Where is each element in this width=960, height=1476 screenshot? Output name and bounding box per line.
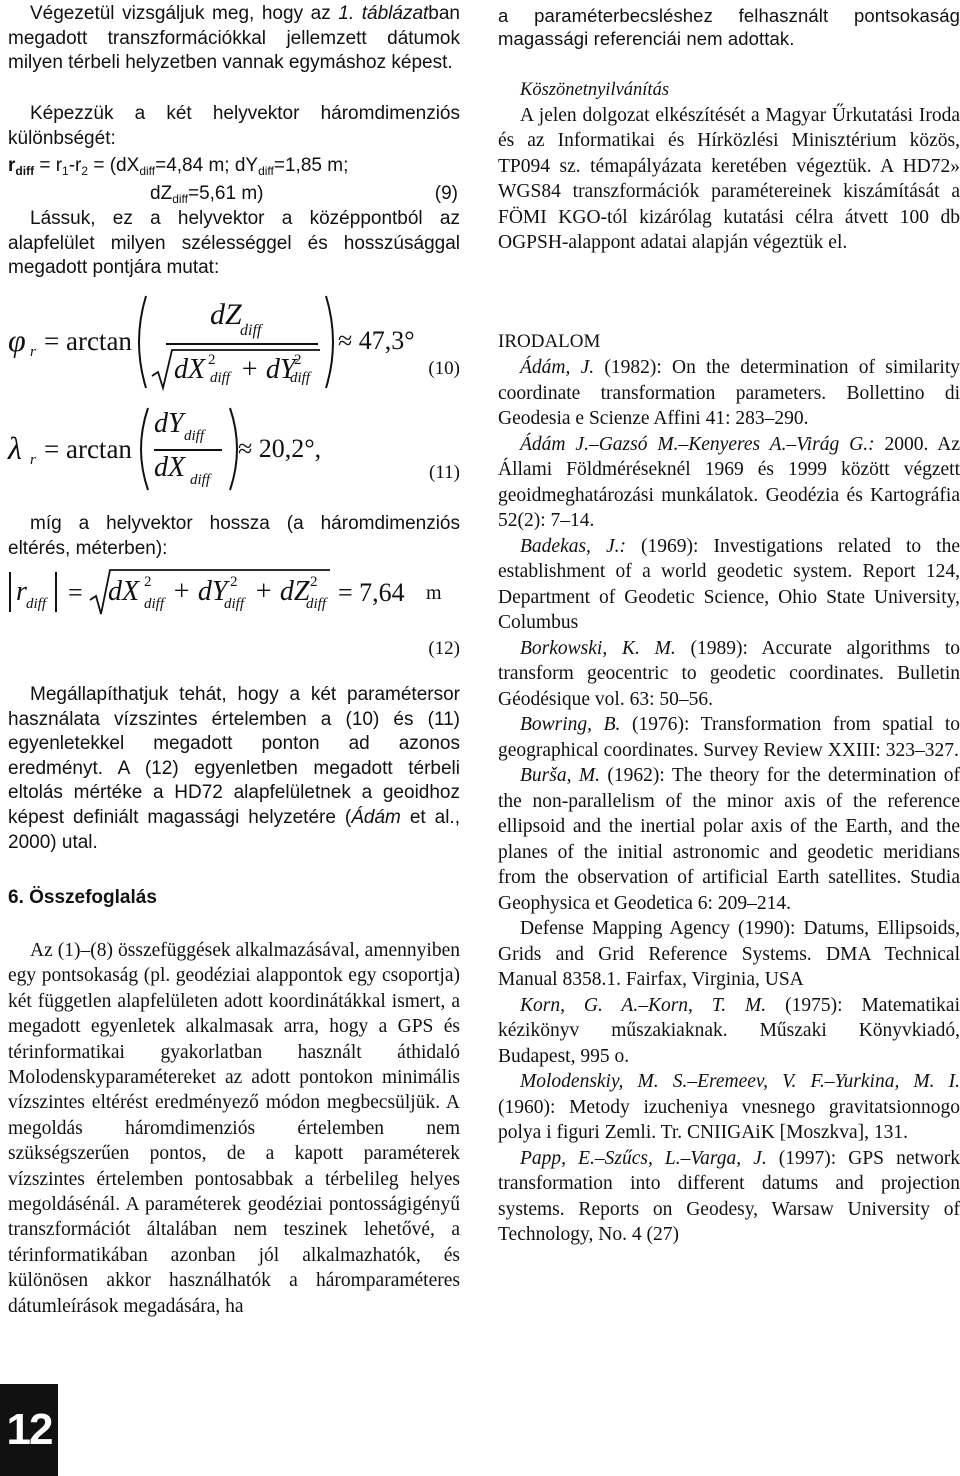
eq11-lhs-sub: r: [30, 452, 36, 468]
eq10-den: dX: [174, 354, 206, 385]
eq11-result: ≈ 20,2°,: [238, 434, 322, 463]
equation-10: [8, 292, 460, 392]
ack-body: A jelen dolgozat elkészítését a Magyar Űrkutatási Iroda és az Informatikai és Hírközlési Minisztérium közös, TP094 sz. témapályázata keretében végeztük. A HD72» WGS84 transzformációk paramétereinek kiszámítását a FÖMI KGO-tól kizárólag kutatási célra átvett 100 db OGPSH-alappont adatai alapján végeztük el.: [498, 105, 960, 254]
reference-item: [498, 1146, 960, 1248]
megall-paragraph: [8, 683, 460, 855]
eq9-dx-sub: diff: [139, 164, 156, 178]
eq12-sub3: diff: [306, 596, 327, 612]
eq11-number: (11): [429, 462, 460, 483]
eq12-sub1: diff: [144, 596, 165, 612]
reference-author: Badekas, J.:: [520, 535, 626, 557]
eq9-minus: -r: [68, 155, 82, 176]
eq12-sq1: 2: [144, 574, 152, 590]
eq10-lhs-sub: r: [30, 344, 36, 360]
eq12-t2: + dY: [172, 576, 228, 607]
eq10-sq1: 2: [208, 352, 216, 368]
eq12-t3: + dZ: [254, 576, 310, 607]
eq9-sub: diff: [15, 164, 35, 178]
eq10-num-sub: diff: [240, 322, 262, 339]
reference-item: [498, 432, 960, 534]
reference-item: [498, 1069, 960, 1146]
intro-paragraph: [8, 2, 460, 76]
reference-author: Ádám, J.: [520, 357, 595, 378]
equation-12: [8, 566, 460, 662]
reference-author: Burša, M.: [520, 765, 600, 786]
page-number: 12: [0, 1384, 58, 1476]
eq10-number: (10): [428, 358, 460, 379]
reference-text: (1997): GPS network transformation into different datums and projection systems. Reports on Geodesy, Warsaw University of Technology, No. 4 (27): [498, 1147, 960, 1245]
eq9-end1: =1,85 m;: [273, 155, 349, 176]
eq11-lhs: λ: [8, 430, 22, 466]
reference-author: Molodenskiy, M. S.–Eremeev, V. F.–Yurkina, M. I.: [520, 1071, 960, 1092]
eq11-num: dY: [154, 408, 184, 439]
eq9-sub2: 2: [81, 164, 89, 178]
reference-text: Defense Mapping Agency (1990): Datums, Ellipsoids, Grids and Grid Reference Systems. DMA Technical Manual 8358.1. Fairfax, Virginia, USA: [498, 918, 960, 990]
reference-item: [498, 712, 960, 763]
lassuk-paragraph: Lássuk, ez a helyvektor a középpontból az alapfelület milyen szélességgel és hosszúsággal megadott pontjára mutat:: [8, 208, 460, 279]
eq10-den2-sub: diff: [290, 370, 311, 386]
reference-author: Borkowski, K. M.: [520, 637, 676, 659]
reference-text: (1975): Matematikai kézikönyv műszakiaknak. Műszaki Könyvkiadó, Budapest, 995 o.: [498, 994, 960, 1067]
reference-item: [498, 763, 960, 916]
eq12-sq3: 2: [310, 574, 318, 590]
reference-author: Korn, G. A.–Korn, T. M.: [520, 994, 767, 1016]
reference-item: [498, 636, 960, 713]
eq12-t1: dX: [108, 576, 140, 607]
eq10-den-plus: + dY: [240, 354, 296, 385]
eq9-dy-sub: diff: [258, 164, 274, 178]
eq9-dx: = (dX: [88, 155, 140, 176]
reference-text: (1960): Metody izucheniya vnesnego gravitatsionnogo polya i figuri Zemli. Tr. CNIIGAiK [Moszkva], 131.: [498, 1096, 960, 1143]
eq11-den: dX: [154, 452, 186, 483]
diff-paragraph: Képezzük a két helyvektor háromdimenziós különbségét:: [8, 103, 460, 149]
intro-italic: 1. táblázat: [338, 3, 429, 24]
reference-item: [498, 355, 960, 432]
summary-paragraph: Az (1)–(8) összefüggések alkalmazásával, amennyiben egy pontsokaság (pl. geodéziai alappontok egy csoportja) két független alapfelületen adott koordinátákkal ismert, a megadott egyenletek alkalmasak arra, hogy a GPS és térinformatikai gyakorlatban használt áthidaló Molodenskyparamétereket az adott pontokon minimális vízszintes eltérést eredményező módon megbecsüljük. A megoldás háromdimenziós értelemben nem szükségszerűen pontos, de a kapott paraméterek vízszintes értelemben pontosabbak a térbelileg helyes megoldásénál. A paraméterek geodéziai pontosságigényű transzformációt általában nem teszinek lehetővé, a térinformatikában azonban jól alkalmazhatók, és különösen akkor használhatók a háromparaméteres dátumleírások megadására, ha: [8, 940, 460, 1317]
reference-text: (1976): Transformation from spatial to geographical coordinates. Survey Review XXIII: 323–327.: [498, 714, 960, 761]
megall-text-1: Megállapíthatjuk tehát, hogy a két paramétersor használata vízszintes értelemben a (10) és (11) egyenletekkel megadott ponton ad azonos eredményt. A (12) egyenletben megadott térbeli eltolás mértéke a HD72 alapfelületnek a geoidhoz képest definiált magassági helyzetére (: [8, 684, 460, 828]
eq12-number: (12): [428, 638, 460, 659]
reference-item: [498, 534, 960, 636]
eq11-num-sub: diff: [184, 428, 205, 444]
reference-text: (1969): Investigations related to the establishment of a world geodetic system. Report 124, Department of Geodetic Science, Ohio State University, Columbus: [498, 535, 960, 633]
eq9-dz-sub: diff: [172, 191, 188, 206]
reference-author: Bowring, B.: [520, 714, 621, 735]
eq10-sq2: 2: [294, 352, 302, 368]
eq12-lhs-sub: diff: [26, 596, 47, 612]
eq9-sub1: 1: [62, 164, 69, 178]
eq9-r: r: [8, 155, 16, 176]
reference-text: 2000. Az Állami Földméréseknél 1969 és 1999 között végzett geoidmeghatározási munkálatok. Geodézia és Kartográfia 52(2): 7–14.: [498, 433, 960, 531]
intro-text: Végezetül vizsgáljuk meg, hogy az: [30, 3, 339, 24]
eq11-den-sub: diff: [190, 472, 211, 488]
reference-author: Ádám J.–Gazsó M.–Kenyeres A.–Virág G.:: [520, 433, 875, 455]
ack-title: Köszönetnyilvánítás: [520, 80, 670, 100]
reference-author: Papp, E.–Szűcs, L.–Varga, J.: [520, 1147, 767, 1169]
megall-italic: Ádám: [351, 806, 401, 828]
eq12-result: = 7,64: [338, 578, 405, 607]
eq10-result: ≈ 47,3°: [338, 326, 415, 355]
eq11-func: = arctan: [44, 434, 132, 464]
eq10-num: dZ: [210, 298, 242, 331]
eq9-eq: = r: [34, 155, 63, 176]
refs-title: IRODALOM: [498, 331, 601, 352]
reference-list: [498, 355, 960, 1248]
eq9-number: (9): [434, 182, 458, 204]
reference-item: [498, 993, 960, 1070]
eq11-brackets: [8, 406, 460, 496]
reference-text: (1982): On the determination of similarity coordinate transformation parameters. Bollettino di Geodesia e Scienze Affini 41: 283–290.: [498, 357, 960, 429]
eq12-sq2: 2: [230, 574, 238, 590]
eq10-func: = arctan: [44, 326, 132, 356]
eq12-lhs: r: [16, 576, 27, 607]
equation-11: [8, 406, 460, 496]
reference-item: [498, 916, 960, 993]
reference-text: (1962): The theory for the determination of the non-parallelism of the minor axis of the reference ellipsoid and the inertial polar axis of the Earth, and the planes of the initial astronomic and geodetic meridians from the observation of artificial Earth satellites. Studia Geophysica et Geodetica 6: 209–214.: [498, 765, 960, 914]
eq12-sub2: diff: [224, 596, 245, 612]
section-heading-6: 6. Összefoglalás: [8, 887, 157, 908]
top-continuation: a paraméterbecsléshez felhasznált pontsokaság magassági referenciái nem adottak.: [498, 5, 960, 49]
megall-text-2: et al., 2000) utal.: [8, 806, 460, 853]
mig-paragraph: míg a helyvektor hossza (a háromdimenziós eltérés, méterben):: [8, 513, 460, 559]
eq12-unit: m: [426, 582, 442, 604]
eq10-lhs: φ: [8, 322, 26, 358]
intro-rest: ban megadott transzformációkkal jellemzett dátumok milyen térbeli helyzetben vannak egymáshoz képest.: [8, 3, 460, 74]
reference-text: (1989): Accurate algorithms to transform geocentric to geodetic coordinates. Bulletin Géodésique vol. 63: 50–56.: [498, 637, 960, 710]
eq9-end2: =5,61 m): [187, 182, 264, 204]
eq12-eq: =: [68, 578, 83, 607]
eq9-dy: =4,84 m; dY: [155, 155, 259, 176]
eq10-den-sub: diff: [210, 370, 231, 386]
eq9-dz: dZ: [150, 182, 173, 204]
equation-9: [8, 154, 460, 206]
